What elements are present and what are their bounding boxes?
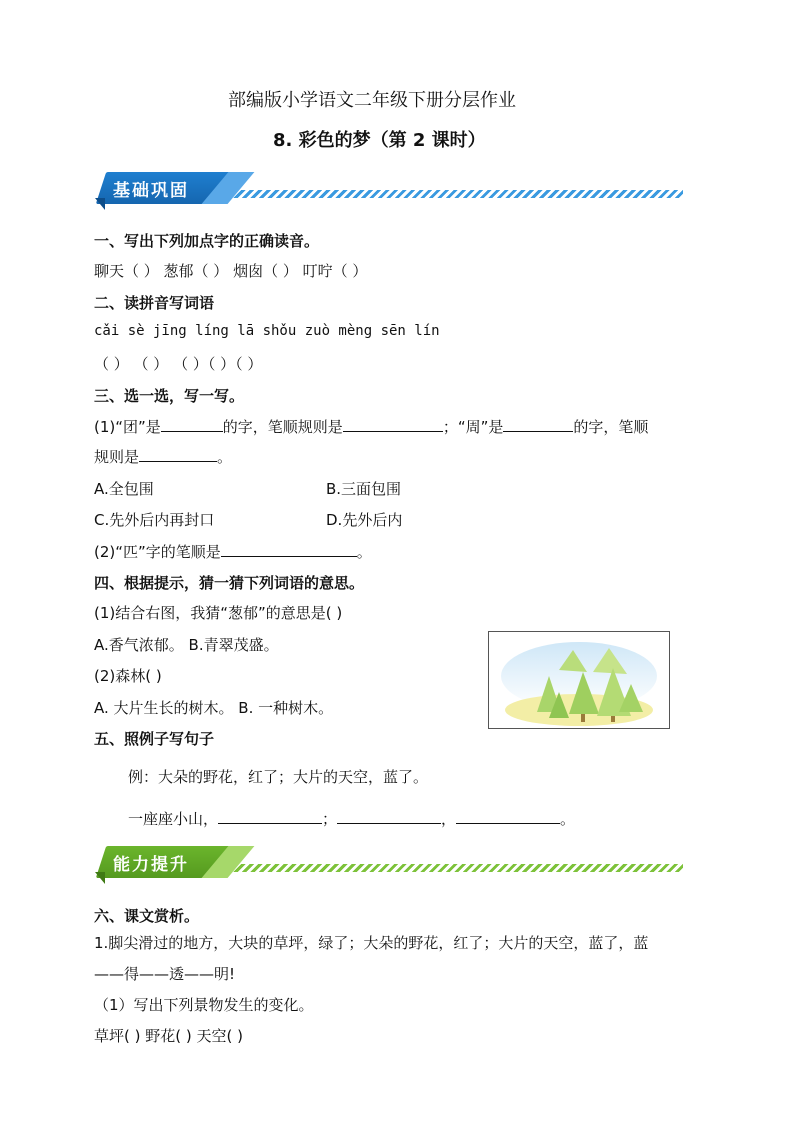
option-d: D.先外后内 bbox=[326, 511, 403, 529]
section5-task bbox=[128, 808, 575, 829]
blank-line bbox=[161, 417, 223, 432]
section1-heading: 一、写出下列加点字的正确读音。 bbox=[94, 232, 320, 250]
task-text-d: 。 bbox=[560, 810, 576, 828]
section-banner-ability bbox=[93, 846, 683, 886]
task-text-c: ， bbox=[441, 810, 457, 828]
section4-q1: (1)结合右图，我猜“葱郁”的意思是( ) bbox=[94, 604, 343, 622]
banner-stripes bbox=[233, 190, 683, 198]
section1-blanks: 聊天（ ） 葱郁（ ） 烟囱（ ） 叮咛（ ） bbox=[94, 262, 368, 280]
blank-line bbox=[343, 417, 443, 432]
q1-text-b: 的字，笔顺规则是 bbox=[222, 418, 343, 436]
blank-line bbox=[456, 809, 560, 824]
section4-q2-options: A. 大片生长的树木。 B. 一种树木。 bbox=[94, 699, 334, 717]
section5-heading: 五、照例子写句子 bbox=[94, 730, 215, 748]
blank-line bbox=[221, 542, 357, 557]
task-text-a: 一座座小山， bbox=[128, 810, 219, 828]
section3-q1-line2 bbox=[94, 446, 232, 467]
banner-fold bbox=[95, 872, 105, 884]
section4-heading: 四、根据提示，猜一猜下列词语的意思。 bbox=[94, 574, 365, 592]
banner-label: 基础巩固 bbox=[113, 181, 189, 201]
section4-q1-options: A.香气浓郁。 B.青翠茂盛。 bbox=[94, 636, 279, 654]
q2-text-a: (2)“匹”字的笔顺是 bbox=[94, 543, 221, 561]
task-text-b: ； bbox=[322, 810, 338, 828]
section6-passage-line2: ——得——透——明! bbox=[94, 965, 236, 983]
option-b: B.三面包围 bbox=[326, 480, 402, 498]
section-banner-basic bbox=[93, 172, 683, 212]
q2-text-b: 。 bbox=[356, 543, 372, 561]
forest-drawing bbox=[489, 632, 669, 728]
q1-text-c: ；“周”是 bbox=[442, 418, 504, 436]
section5-example: 例：大朵的野花，红了；大片的天空，蓝了。 bbox=[128, 768, 429, 786]
section6-heading: 六、课文赏析。 bbox=[94, 907, 200, 925]
section4-q2: (2)森林( ) bbox=[94, 667, 162, 685]
forest-illustration bbox=[488, 631, 670, 729]
blank-line bbox=[337, 809, 441, 824]
option-a: A.全包围 bbox=[94, 480, 154, 498]
blank-line bbox=[503, 417, 573, 432]
q1-text-a: (1)“团”是 bbox=[94, 418, 161, 436]
section2-heading: 二、读拼音写词语 bbox=[94, 294, 215, 312]
section6-passage-line1: 1.脚尖滑过的地方，大块的草坪，绿了；大朵的野花，红了；大片的天空，蓝了，蓝 bbox=[94, 934, 649, 952]
lesson-title: 8. 彩色的梦（第 2 课时） bbox=[273, 130, 486, 151]
section3-heading: 三、选一选，写一写。 bbox=[94, 387, 245, 405]
section6-q1: （1）写出下列景物发生的变化。 bbox=[94, 996, 314, 1014]
banner-label: 能力提升 bbox=[113, 855, 189, 875]
section3-q1-line1 bbox=[94, 416, 648, 437]
blank-line bbox=[139, 447, 217, 462]
banner-fold bbox=[95, 198, 105, 210]
page-title: 部编版小学语文二年级下册分层作业 bbox=[228, 90, 516, 111]
section3-q2 bbox=[94, 541, 372, 562]
section2-pinyin: cǎi sè jīng líng lā shǒu zuò mèng sēn lín bbox=[94, 323, 440, 339]
section2-blanks: （ ） （ ） （ ）（ ）（ ） bbox=[94, 355, 263, 373]
q1-text-d: 的字，笔顺 bbox=[573, 418, 649, 436]
q1-text-f: 。 bbox=[217, 448, 233, 466]
option-c: C.先外后内再封口 bbox=[94, 511, 215, 529]
banner-stripes bbox=[233, 864, 683, 872]
q1-text-e: 规则是 bbox=[94, 448, 140, 466]
section6-q1-blanks: 草坪( ) 野花( ) 天空( ) bbox=[94, 1027, 243, 1045]
blank-line bbox=[218, 809, 322, 824]
